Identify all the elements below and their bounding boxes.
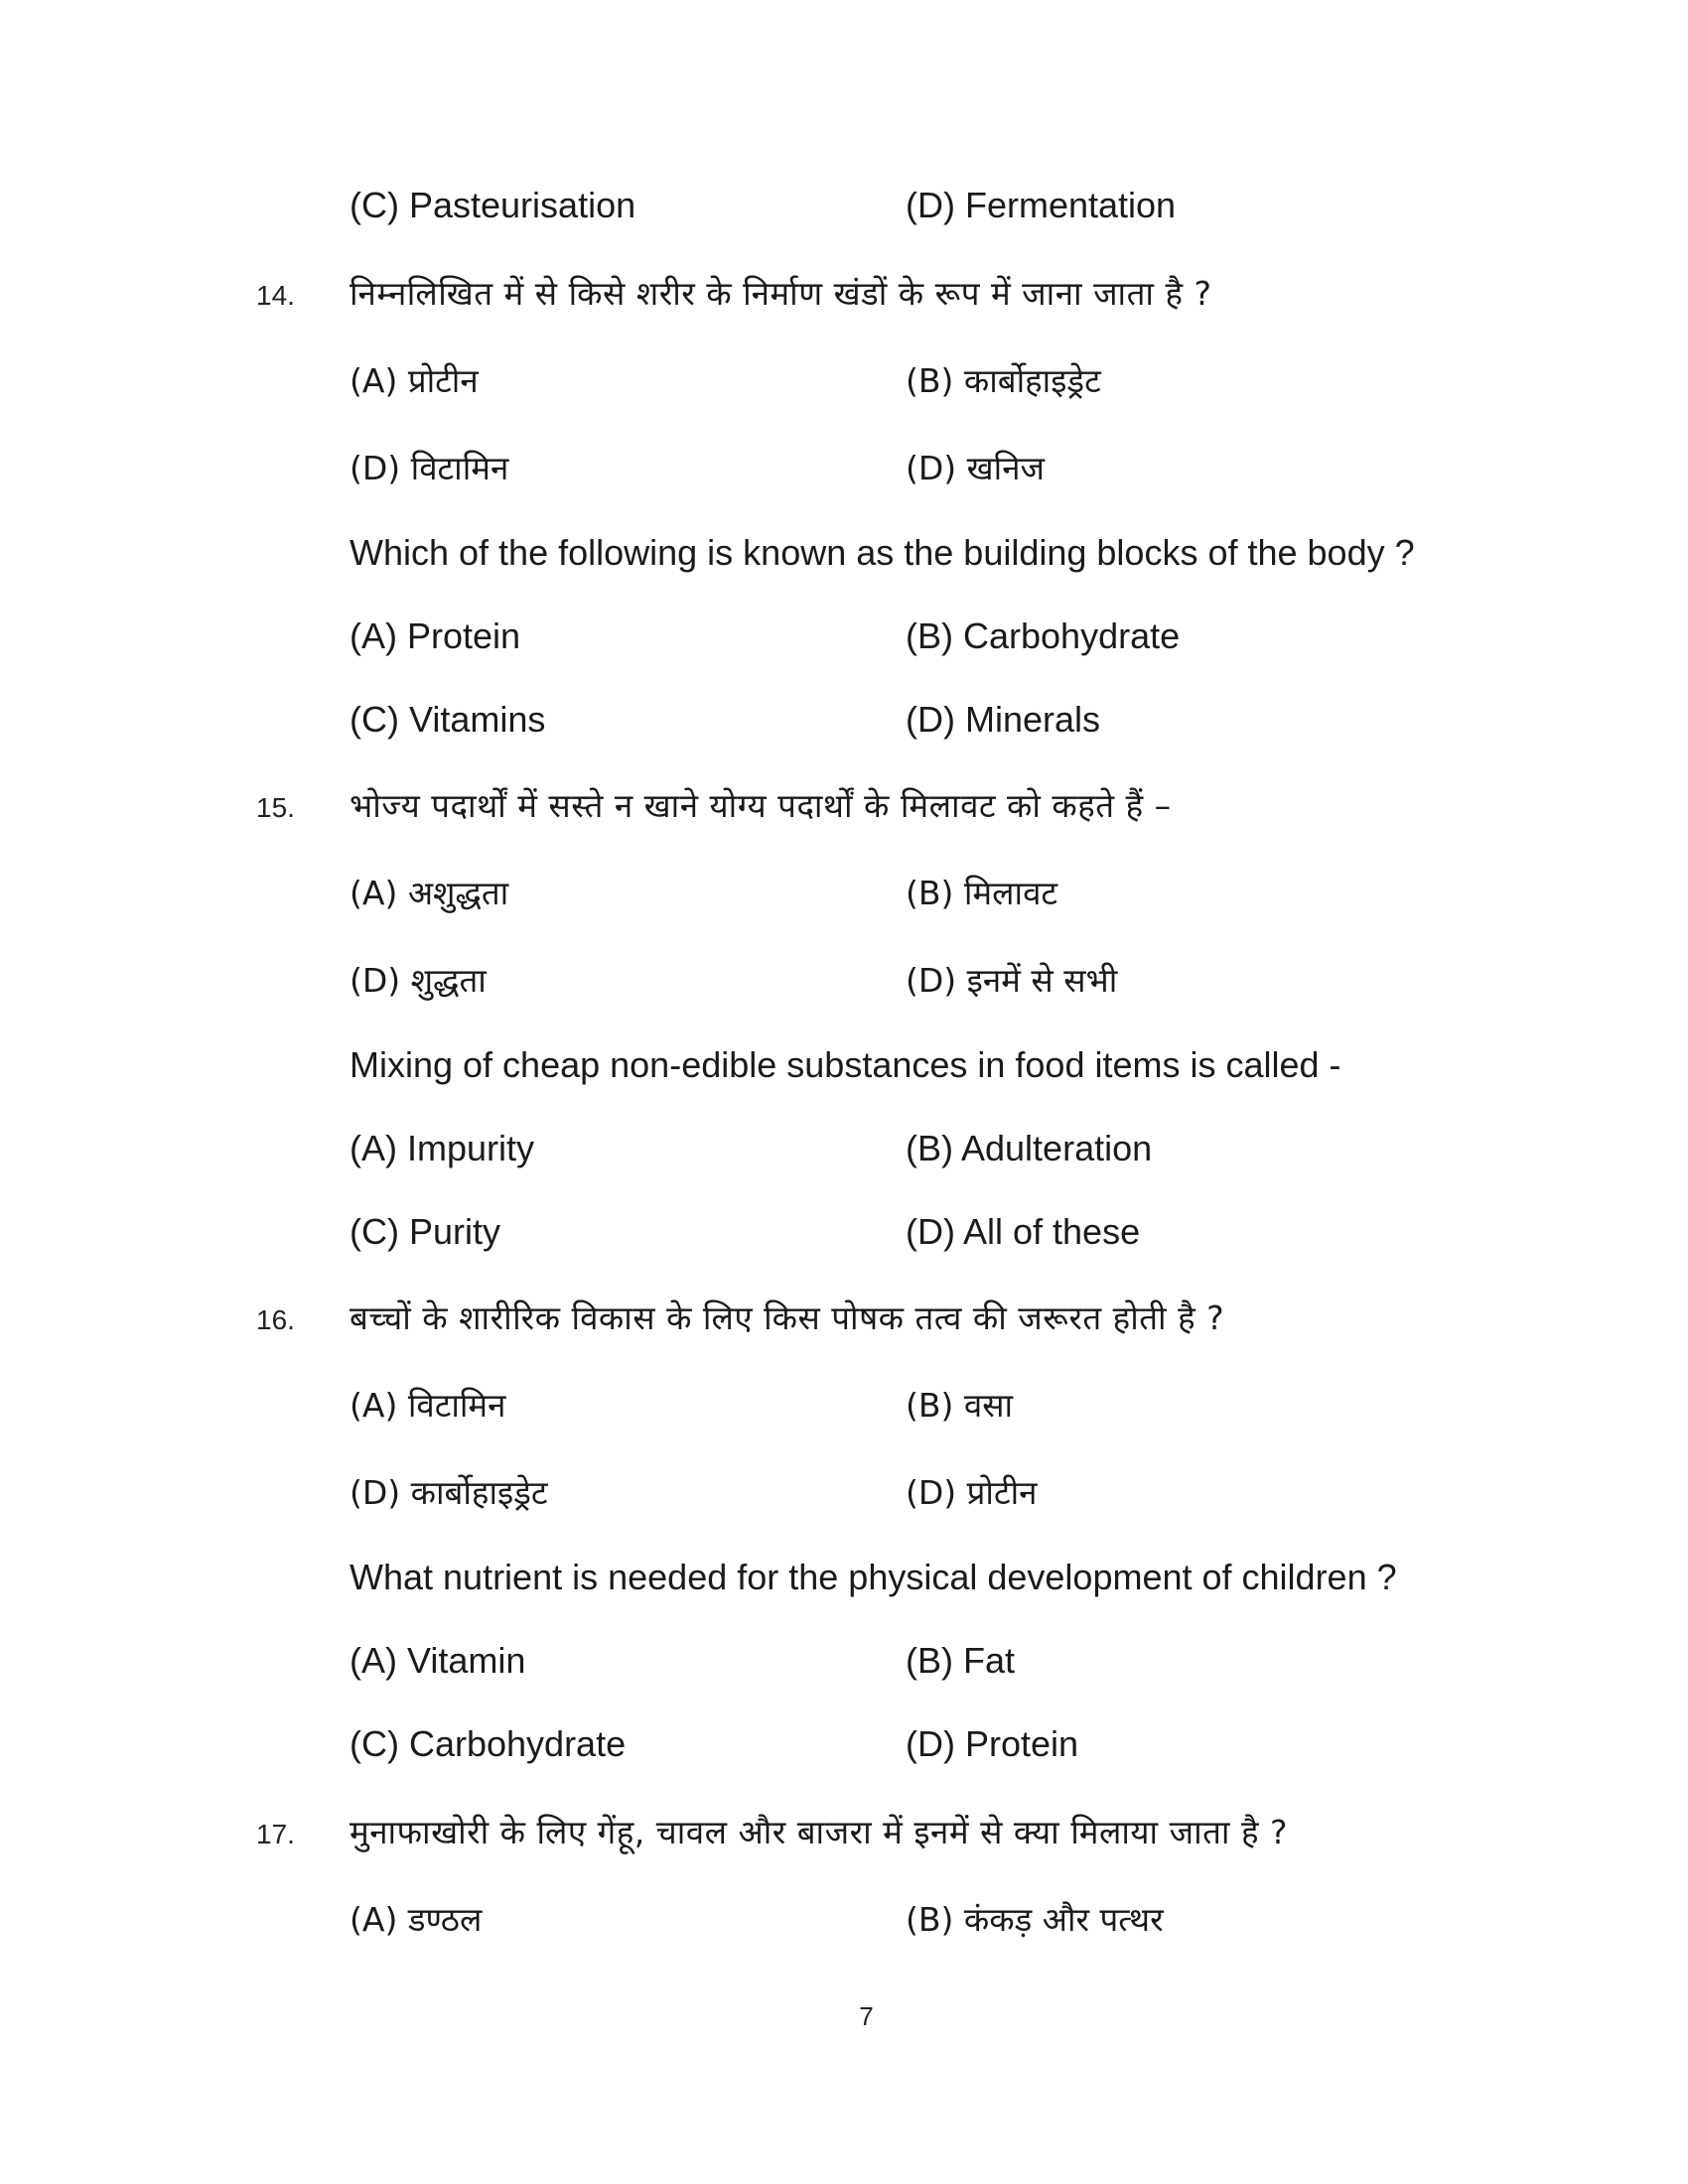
q15-hindi-options-row-2 xyxy=(0,953,1688,1009)
q14-english-option-b: (B) Carbohydrate xyxy=(906,615,1181,656)
q17-hindi-question: मुनाफाखोरी के लिए गेंहू, चावल और बाजरा में इनमें से क्या मिलाया जाता है ? xyxy=(350,1813,1288,1851)
q15-number: 15. xyxy=(256,792,295,823)
q13-options-row xyxy=(0,181,1688,236)
q16-english-option-b: (B) Fat xyxy=(906,1640,1016,1681)
q16-hindi-row xyxy=(0,1291,1688,1346)
q17-hindi-row xyxy=(0,1805,1688,1860)
q14-english-options-row-2 xyxy=(0,695,1688,751)
q16-hindi-option-d: (D) प्रोटीन xyxy=(906,1473,1038,1512)
q14-english-row xyxy=(0,528,1688,584)
q16-number: 16. xyxy=(256,1304,295,1335)
q14-hindi-options-row-1 xyxy=(0,353,1688,409)
q13-option-c: (C) Pasteurisation xyxy=(350,185,636,225)
q16-english-options-row-2 xyxy=(0,1719,1688,1775)
q16-english-question: What nutrient is needed for the physical development of children ? xyxy=(350,1557,1397,1597)
page-number: 7 xyxy=(859,2001,874,2031)
q17-hindi-option-a: (A) डण्ठल xyxy=(350,1900,483,1939)
q16-english-option-c: (C) Carbohydrate xyxy=(350,1723,627,1764)
q15-hindi-option-c: (D) शुद्धता xyxy=(350,961,487,1000)
q16-english-row xyxy=(0,1553,1688,1608)
q14-english-options-row-1 xyxy=(0,612,1688,667)
q15-hindi-question: भोज्य पदार्थों में सस्ते न खाने योग्य पदार्थों के मिलावट को कहते हैं – xyxy=(350,786,1172,825)
q16-hindi-option-a: (A) विटामिन xyxy=(350,1386,506,1425)
q15-hindi-row xyxy=(0,778,1688,834)
q17-hindi-options-row-1 xyxy=(0,1892,1688,1948)
q13-option-d: (D) Fermentation xyxy=(906,185,1177,225)
q17-hindi-option-b: (B) कंकड़ और पत्थर xyxy=(906,1900,1164,1939)
q14-number: 14. xyxy=(256,280,295,311)
q15-english-row xyxy=(0,1040,1688,1096)
q14-english-option-d: (D) Minerals xyxy=(906,699,1101,740)
q15-english-question: Mixing of cheap non-edible substances in food items is called - xyxy=(350,1044,1341,1085)
q16-hindi-option-c: (D) कार्बोहाइड्रेट xyxy=(350,1473,548,1512)
q15-english-option-d: (D) All of these xyxy=(906,1211,1141,1252)
q14-hindi-question: निम्नलिखित में से किसे शरीर के निर्माण खंडों के रूप में जाना जाता है ? xyxy=(350,274,1212,313)
q16-hindi-question: बच्चों के शारीरिक विकास के लिए किस पोषक तत्व की जरूरत होती है ? xyxy=(350,1298,1225,1337)
q15-english-option-a: (A) Impurity xyxy=(350,1128,535,1168)
q15-english-option-b: (B) Adulteration xyxy=(906,1128,1153,1168)
q17-number: 17. xyxy=(256,1819,295,1849)
q14-hindi-option-d: (D) खनिज xyxy=(906,449,1045,487)
q14-hindi-option-b: (B) कार्बोहाइड्रेट xyxy=(906,361,1101,400)
q16-hindi-options-row-1 xyxy=(0,1378,1688,1433)
q16-hindi-option-b: (B) वसा xyxy=(906,1386,1014,1425)
q14-hindi-option-c: (D) विटामिन xyxy=(350,449,509,487)
q15-english-options-row-2 xyxy=(0,1207,1688,1263)
q16-hindi-options-row-2 xyxy=(0,1465,1688,1521)
q14-english-question: Which of the following is known as the building blocks of the body ? xyxy=(350,532,1415,573)
q16-english-options-row-1 xyxy=(0,1636,1688,1692)
q15-hindi-option-a: (A) अशुद्धता xyxy=(350,874,509,912)
q16-english-option-a: (A) Vitamin xyxy=(350,1640,526,1681)
q14-english-option-a: (A) Protein xyxy=(350,615,521,656)
q14-hindi-row xyxy=(0,266,1688,322)
q14-hindi-option-a: (A) प्रोटीन xyxy=(350,361,479,400)
q15-hindi-option-d: (D) इनमें से सभी xyxy=(906,961,1118,1000)
q15-hindi-options-row-1 xyxy=(0,866,1688,921)
q14-hindi-options-row-2 xyxy=(0,441,1688,496)
q16-english-option-d: (D) Protein xyxy=(906,1723,1079,1764)
q15-english-option-c: (C) Purity xyxy=(350,1211,500,1252)
q14-english-option-c: (C) Vitamins xyxy=(350,699,546,740)
q15-english-options-row-1 xyxy=(0,1124,1688,1179)
q15-hindi-option-b: (B) मिलावट xyxy=(906,874,1058,912)
